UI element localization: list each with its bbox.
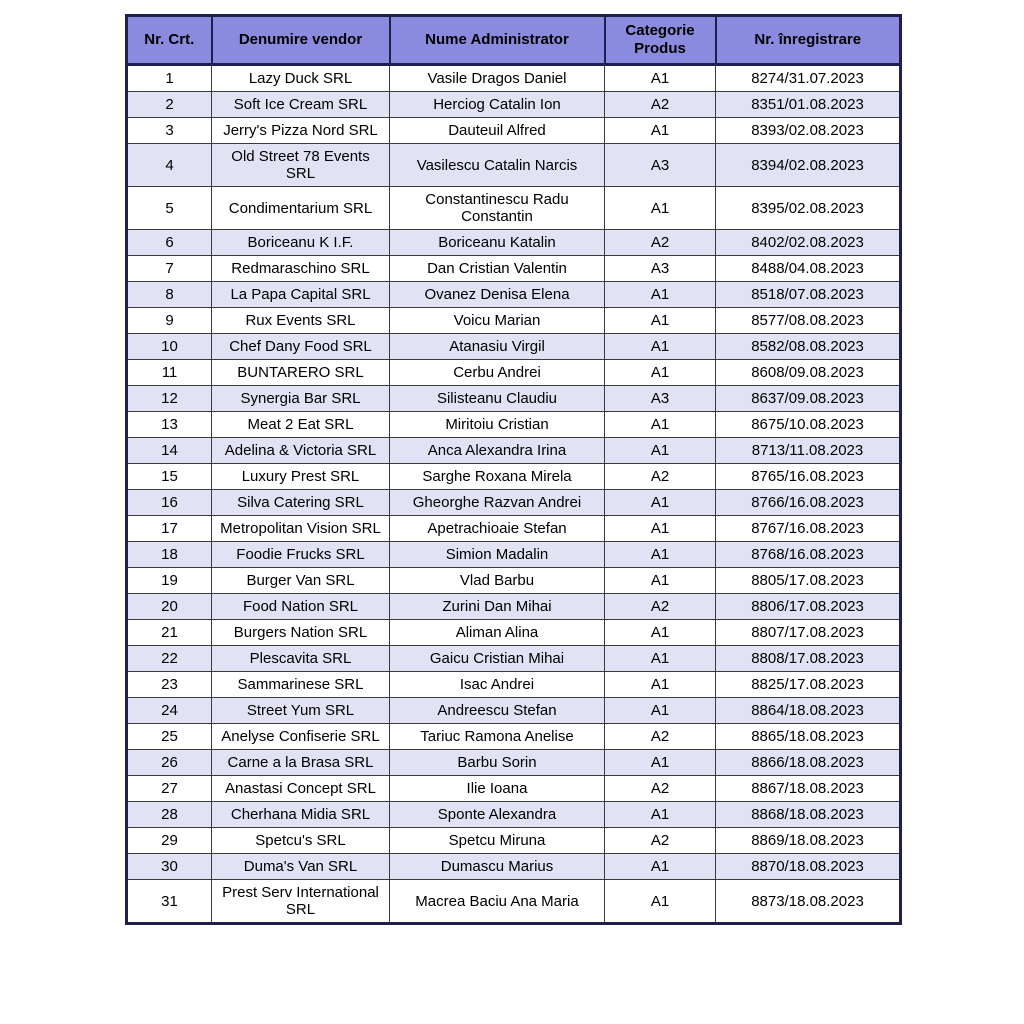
cell-inregistrare: 8867/18.08.2023: [716, 776, 901, 802]
cell-nr: 10: [127, 334, 212, 360]
header-cell-nr-inregistrare: Nr. înregistrare: [716, 16, 901, 65]
cell-vendor: Street Yum SRL: [212, 698, 390, 724]
cell-categorie: A1: [605, 542, 716, 568]
cell-admin: Herciog Catalin Ion: [390, 92, 605, 118]
cell-admin: Aliman Alina: [390, 620, 605, 646]
cell-vendor: Soft Ice Cream SRL: [212, 92, 390, 118]
table-row: [127, 144, 901, 187]
cell-inregistrare: 8608/09.08.2023: [716, 360, 901, 386]
cell-vendor: Food Nation SRL: [212, 594, 390, 620]
cell-vendor: Lazy Duck SRL: [212, 65, 390, 92]
cell-categorie: A1: [605, 568, 716, 594]
cell-inregistrare: 8582/08.08.2023: [716, 334, 901, 360]
cell-categorie: A1: [605, 187, 716, 230]
table-row: [127, 65, 901, 92]
cell-categorie: A1: [605, 646, 716, 672]
cell-admin: Apetrachioaie Stefan: [390, 516, 605, 542]
cell-vendor: Synergia Bar SRL: [212, 386, 390, 412]
cell-nr: 1: [127, 65, 212, 92]
table-row: [127, 308, 901, 334]
cell-inregistrare: 8864/18.08.2023: [716, 698, 901, 724]
cell-nr: 26: [127, 750, 212, 776]
cell-nr: 22: [127, 646, 212, 672]
table-row: [127, 672, 901, 698]
cell-categorie: A1: [605, 672, 716, 698]
table-row: [127, 802, 901, 828]
cell-nr: 19: [127, 568, 212, 594]
cell-inregistrare: 8637/09.08.2023: [716, 386, 901, 412]
cell-nr: 3: [127, 118, 212, 144]
cell-categorie: A3: [605, 144, 716, 187]
cell-inregistrare: 8766/16.08.2023: [716, 490, 901, 516]
cell-nr: 27: [127, 776, 212, 802]
cell-categorie: A1: [605, 490, 716, 516]
cell-admin: Boriceanu Katalin: [390, 230, 605, 256]
cell-nr: 4: [127, 144, 212, 187]
cell-vendor: Spetcu's SRL: [212, 828, 390, 854]
cell-categorie: A3: [605, 256, 716, 282]
cell-vendor: Luxury Prest SRL: [212, 464, 390, 490]
cell-categorie: A1: [605, 880, 716, 924]
cell-categorie: A1: [605, 854, 716, 880]
cell-vendor: Silva Catering SRL: [212, 490, 390, 516]
cell-admin: Simion Madalin: [390, 542, 605, 568]
table-row: [127, 187, 901, 230]
cell-admin: Sponte Alexandra: [390, 802, 605, 828]
table-row: [127, 776, 901, 802]
cell-vendor: Boriceanu K I.F.: [212, 230, 390, 256]
cell-nr: 5: [127, 187, 212, 230]
cell-categorie: A1: [605, 438, 716, 464]
header-cell-nume-administrator: Nume Administrator: [390, 16, 605, 65]
cell-inregistrare: 8518/07.08.2023: [716, 282, 901, 308]
cell-admin: Ilie Ioana: [390, 776, 605, 802]
header-cell-nr-crt: Nr. Crt.: [127, 16, 212, 65]
cell-nr: 25: [127, 724, 212, 750]
cell-categorie: A2: [605, 464, 716, 490]
cell-inregistrare: 8393/02.08.2023: [716, 118, 901, 144]
cell-vendor: Sammarinese SRL: [212, 672, 390, 698]
cell-admin: Andreescu Stefan: [390, 698, 605, 724]
cell-categorie: A1: [605, 516, 716, 542]
cell-inregistrare: 8274/31.07.2023: [716, 65, 901, 92]
cell-inregistrare: 8825/17.08.2023: [716, 672, 901, 698]
cell-inregistrare: 8675/10.08.2023: [716, 412, 901, 438]
header-cell-categorie-produs: Categorie Produs: [605, 16, 716, 65]
table-row: [127, 854, 901, 880]
cell-inregistrare: 8395/02.08.2023: [716, 187, 901, 230]
cell-categorie: A1: [605, 620, 716, 646]
cell-categorie: A2: [605, 776, 716, 802]
cell-vendor: Burger Van SRL: [212, 568, 390, 594]
cell-admin: Macrea Baciu Ana Maria: [390, 880, 605, 924]
cell-vendor: Prest Serv International SRL: [212, 880, 390, 924]
cell-nr: 23: [127, 672, 212, 698]
cell-admin: Dan Cristian Valentin: [390, 256, 605, 282]
cell-admin: Gheorghe Razvan Andrei: [390, 490, 605, 516]
cell-admin: Silisteanu Claudiu: [390, 386, 605, 412]
cell-nr: 8: [127, 282, 212, 308]
table-row: [127, 880, 901, 924]
cell-categorie: A3: [605, 386, 716, 412]
cell-admin: Cerbu Andrei: [390, 360, 605, 386]
cell-inregistrare: 8767/16.08.2023: [716, 516, 901, 542]
cell-nr: 18: [127, 542, 212, 568]
cell-categorie: A2: [605, 92, 716, 118]
cell-admin: Dumascu Marius: [390, 854, 605, 880]
cell-inregistrare: 8868/18.08.2023: [716, 802, 901, 828]
cell-nr: 28: [127, 802, 212, 828]
cell-nr: 30: [127, 854, 212, 880]
cell-vendor: Plescavita SRL: [212, 646, 390, 672]
table-row: [127, 464, 901, 490]
cell-categorie: A2: [605, 828, 716, 854]
table-row: [127, 594, 901, 620]
cell-vendor: Meat 2 Eat SRL: [212, 412, 390, 438]
table-row: [127, 360, 901, 386]
cell-vendor: Adelina & Victoria SRL: [212, 438, 390, 464]
cell-nr: 13: [127, 412, 212, 438]
table-row: [127, 620, 901, 646]
cell-vendor: Anelyse Confiserie SRL: [212, 724, 390, 750]
cell-vendor: Burgers Nation SRL: [212, 620, 390, 646]
cell-vendor: BUNTARERO SRL: [212, 360, 390, 386]
header-cell-denumire-vendor: Denumire vendor: [212, 16, 390, 65]
table-row: [127, 412, 901, 438]
table-row: [127, 282, 901, 308]
table-header: [127, 16, 901, 65]
cell-vendor: Foodie Frucks SRL: [212, 542, 390, 568]
table-body: [127, 65, 901, 924]
table-row: [127, 646, 901, 672]
header-row: [127, 16, 901, 65]
cell-nr: 24: [127, 698, 212, 724]
table-row: [127, 230, 901, 256]
cell-nr: 14: [127, 438, 212, 464]
cell-nr: 12: [127, 386, 212, 412]
table-row: [127, 92, 901, 118]
cell-admin: Spetcu Miruna: [390, 828, 605, 854]
cell-inregistrare: 8806/17.08.2023: [716, 594, 901, 620]
table-row: [127, 750, 901, 776]
cell-admin: Barbu Sorin: [390, 750, 605, 776]
cell-inregistrare: 8873/18.08.2023: [716, 880, 901, 924]
table-row: [127, 724, 901, 750]
cell-inregistrare: 8488/04.08.2023: [716, 256, 901, 282]
cell-vendor: Duma's Van SRL: [212, 854, 390, 880]
cell-inregistrare: 8870/18.08.2023: [716, 854, 901, 880]
cell-nr: 31: [127, 880, 212, 924]
cell-admin: Voicu Marian: [390, 308, 605, 334]
table-row: [127, 542, 901, 568]
table-row: [127, 516, 901, 542]
cell-inregistrare: 8865/18.08.2023: [716, 724, 901, 750]
cell-vendor: Chef Dany Food SRL: [212, 334, 390, 360]
cell-nr: 29: [127, 828, 212, 854]
cell-nr: 21: [127, 620, 212, 646]
cell-vendor: Cherhana Midia SRL: [212, 802, 390, 828]
cell-inregistrare: 8805/17.08.2023: [716, 568, 901, 594]
cell-admin: Miritoiu Cristian: [390, 412, 605, 438]
cell-categorie: A1: [605, 802, 716, 828]
cell-categorie: A2: [605, 724, 716, 750]
cell-nr: 20: [127, 594, 212, 620]
table-row: [127, 256, 901, 282]
table-row: [127, 386, 901, 412]
cell-inregistrare: 8577/08.08.2023: [716, 308, 901, 334]
cell-vendor: Jerry's Pizza Nord SRL: [212, 118, 390, 144]
cell-inregistrare: 8807/17.08.2023: [716, 620, 901, 646]
cell-categorie: A1: [605, 334, 716, 360]
cell-nr: 15: [127, 464, 212, 490]
cell-nr: 2: [127, 92, 212, 118]
cell-admin: Anca Alexandra Irina: [390, 438, 605, 464]
cell-admin: Constantinescu Radu Constantin: [390, 187, 605, 230]
cell-categorie: A1: [605, 412, 716, 438]
cell-inregistrare: 8808/17.08.2023: [716, 646, 901, 672]
cell-admin: Dauteuil Alfred: [390, 118, 605, 144]
table-row: [127, 698, 901, 724]
cell-categorie: A1: [605, 750, 716, 776]
cell-categorie: A1: [605, 282, 716, 308]
cell-inregistrare: 8713/11.08.2023: [716, 438, 901, 464]
cell-categorie: A2: [605, 594, 716, 620]
cell-admin: Gaicu Cristian Mihai: [390, 646, 605, 672]
cell-vendor: Condimentarium SRL: [212, 187, 390, 230]
table-row: [127, 568, 901, 594]
cell-admin: Vasile Dragos Daniel: [390, 65, 605, 92]
cell-inregistrare: 8394/02.08.2023: [716, 144, 901, 187]
cell-inregistrare: 8768/16.08.2023: [716, 542, 901, 568]
cell-categorie: A1: [605, 698, 716, 724]
cell-admin: Atanasiu Virgil: [390, 334, 605, 360]
cell-admin: Sarghe Roxana Mirela: [390, 464, 605, 490]
cell-vendor: Anastasi Concept SRL: [212, 776, 390, 802]
table-row: [127, 334, 901, 360]
cell-vendor: Old Street 78 Events SRL: [212, 144, 390, 187]
cell-vendor: Rux Events SRL: [212, 308, 390, 334]
table-row: [127, 118, 901, 144]
cell-nr: 6: [127, 230, 212, 256]
cell-vendor: Redmaraschino SRL: [212, 256, 390, 282]
table-row: [127, 490, 901, 516]
table-row: [127, 438, 901, 464]
cell-inregistrare: 8869/18.08.2023: [716, 828, 901, 854]
table-row: [127, 828, 901, 854]
vendor-registration-table: [125, 14, 902, 925]
cell-categorie: A2: [605, 230, 716, 256]
cell-nr: 16: [127, 490, 212, 516]
cell-admin: Ovanez Denisa Elena: [390, 282, 605, 308]
cell-admin: Tariuc Ramona Anelise: [390, 724, 605, 750]
cell-vendor: La Papa Capital SRL: [212, 282, 390, 308]
cell-categorie: A1: [605, 65, 716, 92]
cell-vendor: Carne a la Brasa SRL: [212, 750, 390, 776]
cell-inregistrare: 8351/01.08.2023: [716, 92, 901, 118]
cell-inregistrare: 8866/18.08.2023: [716, 750, 901, 776]
cell-inregistrare: 8765/16.08.2023: [716, 464, 901, 490]
cell-admin: Zurini Dan Mihai: [390, 594, 605, 620]
cell-admin: Isac Andrei: [390, 672, 605, 698]
cell-categorie: A1: [605, 308, 716, 334]
cell-admin: Vlad Barbu: [390, 568, 605, 594]
cell-categorie: A1: [605, 118, 716, 144]
cell-nr: 17: [127, 516, 212, 542]
cell-nr: 7: [127, 256, 212, 282]
cell-categorie: A1: [605, 360, 716, 386]
cell-vendor: Metropolitan Vision SRL: [212, 516, 390, 542]
cell-nr: 11: [127, 360, 212, 386]
cell-admin: Vasilescu Catalin Narcis: [390, 144, 605, 187]
cell-nr: 9: [127, 308, 212, 334]
cell-inregistrare: 8402/02.08.2023: [716, 230, 901, 256]
